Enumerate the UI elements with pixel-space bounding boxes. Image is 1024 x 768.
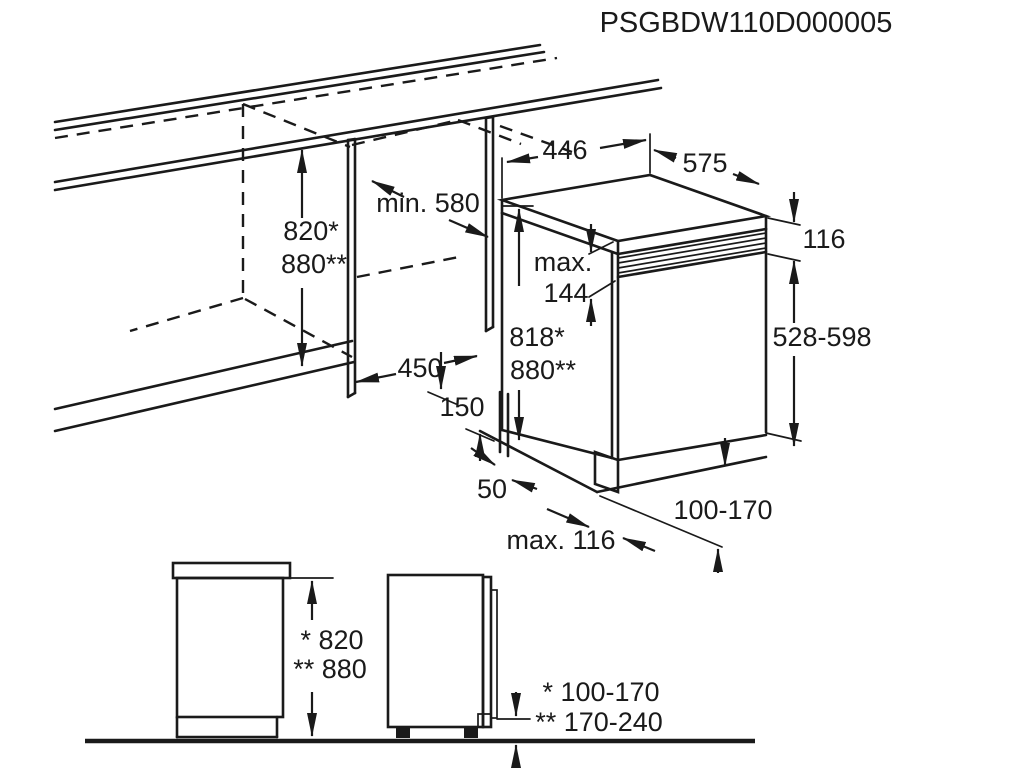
dashed-line xyxy=(357,256,464,277)
extension-line xyxy=(768,254,800,261)
plinth-foot xyxy=(595,452,618,492)
cabinet-body xyxy=(177,578,283,717)
dishwasher-top-face xyxy=(502,175,766,241)
label-niche-width: 450 xyxy=(397,353,443,383)
counter-back-edge xyxy=(55,52,544,130)
label-height-std: * 820 xyxy=(300,625,364,655)
extension-line xyxy=(768,218,800,225)
worktop-strip xyxy=(173,563,290,578)
counter-front-edge xyxy=(55,80,658,182)
dimension-top-height xyxy=(768,192,846,261)
appliance-door xyxy=(483,577,491,727)
label-appliance-height-1: 818* xyxy=(509,322,565,352)
dim-arrow xyxy=(512,480,537,489)
label-max-gap-2: 144 xyxy=(543,278,589,308)
dim-arrow xyxy=(623,538,655,551)
panel-edge xyxy=(348,139,355,140)
label-plinth-depth: max. 116 xyxy=(506,525,616,555)
dim-arrow xyxy=(733,174,759,184)
dimension-plinth-depth xyxy=(506,509,655,555)
label-plinth-height: 150 xyxy=(439,392,485,422)
dimension-niche-height xyxy=(281,150,348,366)
dashed-line xyxy=(130,298,243,331)
niche-right-panel xyxy=(486,117,493,331)
label-niche-height-1: 820* xyxy=(283,216,339,246)
appliance-foot xyxy=(464,728,478,738)
label-appliance-depth: 575 xyxy=(682,148,728,178)
front-elevation xyxy=(173,563,367,737)
dimension-appliance-height xyxy=(502,206,577,440)
cabinet-floor-edge xyxy=(55,362,354,431)
dim-arrow xyxy=(600,140,646,148)
appliance-foot xyxy=(396,728,410,738)
dim-arrow xyxy=(507,157,538,162)
dimension-niche-width xyxy=(356,353,477,383)
dim-arrow xyxy=(449,220,488,237)
label-plinth-recess: 50 xyxy=(476,474,508,504)
label-feet-range: 100-170 xyxy=(673,495,773,525)
label-appliance-height-2: 880** xyxy=(509,355,577,385)
control-panel-groove xyxy=(618,248,766,273)
label-door-height: 528-598 xyxy=(772,322,872,352)
counter-back-edge xyxy=(55,45,540,122)
drawing-title: PSGBDW110D000005 xyxy=(599,7,893,39)
label-top-height: 116 xyxy=(802,224,846,254)
cabinet-floor-edge xyxy=(55,341,352,409)
counter-hidden-edge xyxy=(55,58,557,138)
label-niche-height-2: 880** xyxy=(280,249,348,279)
dim-arrow xyxy=(471,448,495,465)
hidden-niche-outline xyxy=(130,104,572,357)
dimension-appliance-depth xyxy=(654,148,759,184)
niche-left-panel xyxy=(348,139,355,397)
dimension-niche-depth xyxy=(372,181,488,237)
label-niche-depth: min. 580 xyxy=(376,188,480,218)
panel-edge xyxy=(486,117,493,118)
dim-arrow xyxy=(356,374,396,382)
label-max-gap-1: max. xyxy=(533,247,593,277)
label-appliance-width: 446 xyxy=(542,135,588,165)
dimension-door-height xyxy=(772,261,871,446)
dim-arrow xyxy=(654,150,676,158)
floor-front-edge xyxy=(597,457,766,492)
label-gap-std: * 100-170 xyxy=(542,677,660,707)
dashed-line xyxy=(458,120,521,144)
extension-line xyxy=(766,433,801,441)
door-bottom-edge xyxy=(618,435,766,460)
dim-arrow xyxy=(444,356,477,363)
appliance-body xyxy=(388,575,483,727)
label-gap-alt: ** 170-240 xyxy=(535,707,663,737)
dashed-line xyxy=(245,299,352,357)
label-height-alt: ** 880 xyxy=(293,654,367,684)
